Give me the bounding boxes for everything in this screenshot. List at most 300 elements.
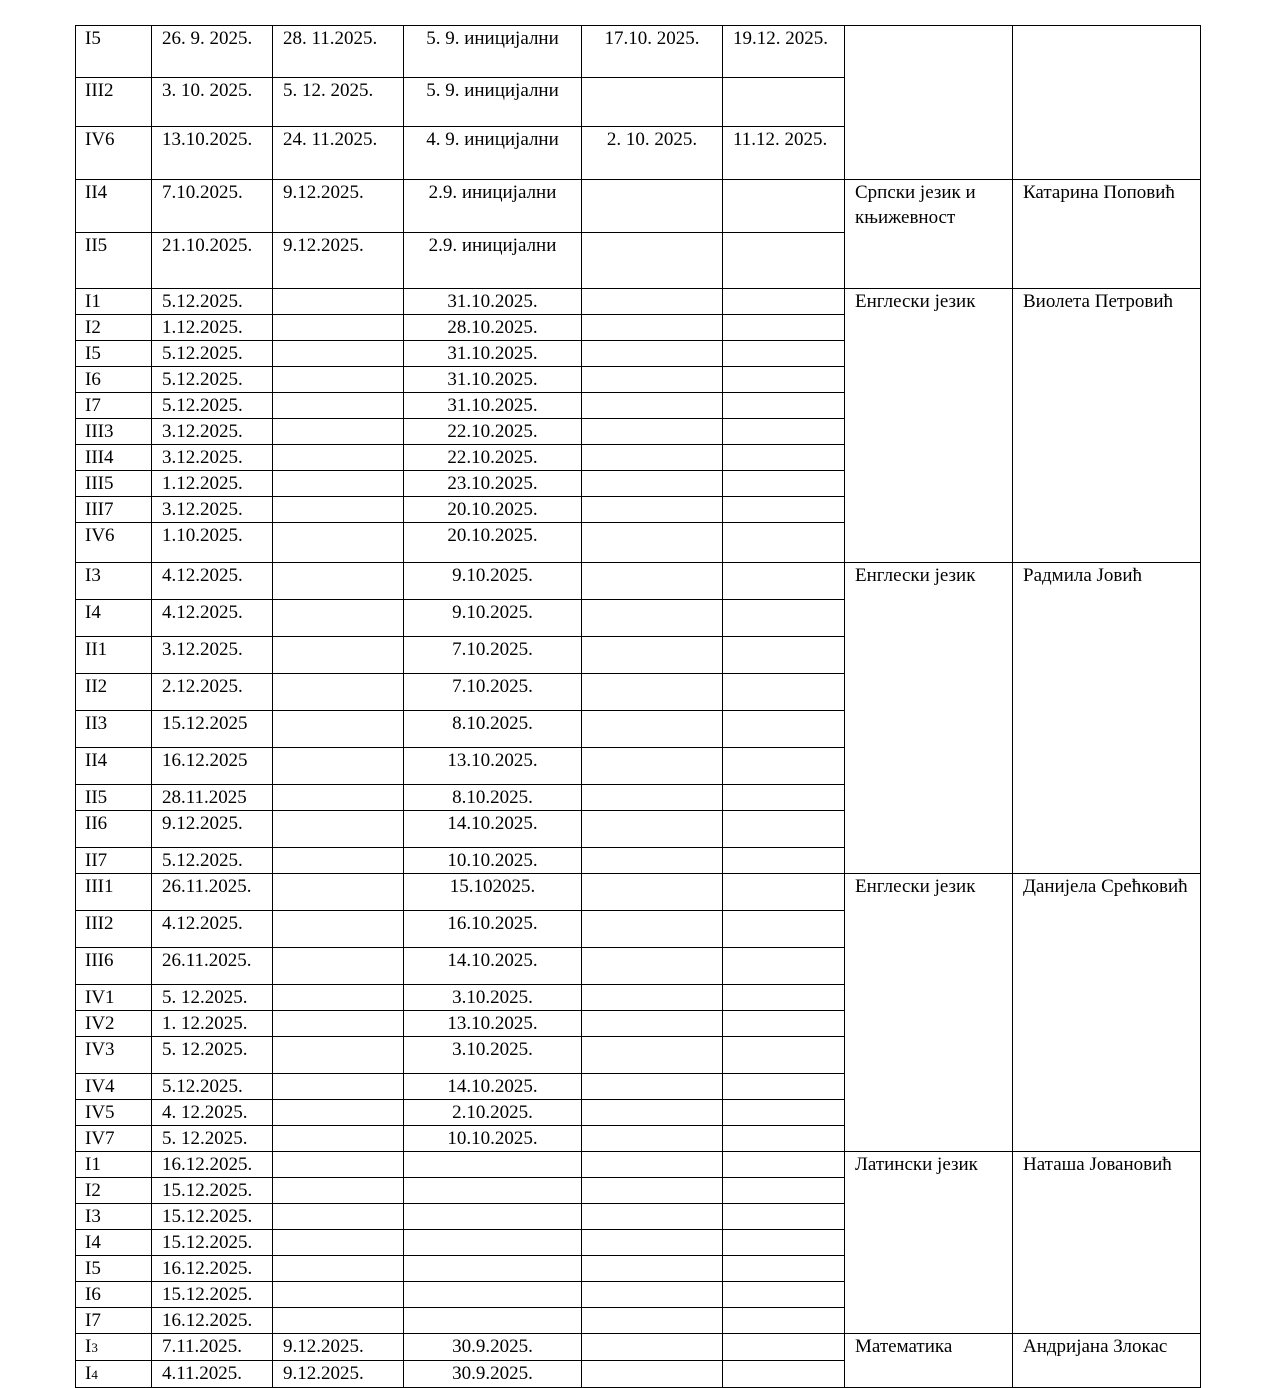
- class-label: IV7: [85, 1128, 115, 1149]
- class-label: IV2: [85, 1013, 115, 1034]
- date-cell: 5. 12.2025.: [152, 1037, 273, 1074]
- class-cell: [76, 341, 152, 367]
- date-cell: [582, 497, 723, 523]
- class-cell: [76, 289, 152, 315]
- date-cell: [723, 1152, 845, 1178]
- date-cell: [582, 811, 723, 848]
- date-cell: [723, 78, 845, 127]
- date-cell: 16.12.2025.: [152, 1256, 273, 1282]
- class-label: I4: [85, 1232, 101, 1253]
- class-cell: [76, 1037, 152, 1074]
- date-cell: 9.12.2025.: [273, 180, 404, 233]
- date-cell: [273, 1152, 404, 1178]
- date-cell: [723, 1037, 845, 1074]
- date-cell: 7.10.2025.: [404, 637, 582, 674]
- date-cell: [723, 180, 845, 233]
- teacher-cell: Радмила Јовић: [1013, 563, 1201, 874]
- date-cell: 31.10.2025.: [404, 289, 582, 315]
- date-cell: 14.10.2025.: [404, 948, 582, 985]
- date-cell: [723, 637, 845, 674]
- class-label: III5: [85, 473, 114, 494]
- class-label: I2: [85, 1180, 101, 1201]
- date-cell: [273, 1204, 404, 1230]
- class-cell: [76, 711, 152, 748]
- date-cell: 5. 12.2025.: [152, 985, 273, 1011]
- class-label: I1: [85, 291, 101, 312]
- date-cell: [582, 985, 723, 1011]
- date-cell: 13.10.2025.: [404, 1011, 582, 1037]
- date-cell: [582, 948, 723, 985]
- date-cell: 15.12.2025.: [152, 1204, 273, 1230]
- class-label: III2: [85, 913, 114, 934]
- date-cell: 5.12.2025.: [152, 393, 273, 419]
- date-cell: 9.12.2025.: [152, 811, 273, 848]
- date-cell: [273, 419, 404, 445]
- date-cell: [723, 1126, 845, 1152]
- date-cell: 2.9. иницијални: [404, 233, 582, 289]
- date-cell: 14.10.2025.: [404, 1074, 582, 1100]
- class-label: I6: [85, 369, 101, 390]
- class-label: II6: [85, 813, 108, 834]
- date-cell: [582, 78, 723, 127]
- date-cell: 15.102025.: [404, 874, 582, 911]
- date-cell: [723, 445, 845, 471]
- date-cell: [723, 471, 845, 497]
- date-cell: [582, 563, 723, 600]
- date-cell: [273, 874, 404, 911]
- date-cell: [723, 811, 845, 848]
- class-cell: [76, 26, 152, 78]
- date-cell: [582, 180, 723, 233]
- date-cell: [404, 1308, 582, 1334]
- date-cell: 1.12.2025.: [152, 315, 273, 341]
- schedule-table: [75, 25, 1201, 1388]
- class-label: IV1: [85, 987, 115, 1008]
- date-cell: 2.12.2025.: [152, 674, 273, 711]
- class-label: III6: [85, 950, 114, 971]
- date-cell: [273, 289, 404, 315]
- class-cell: [76, 674, 152, 711]
- date-cell: [273, 1282, 404, 1308]
- class-cell: [76, 1282, 152, 1308]
- date-cell: [582, 393, 723, 419]
- date-cell: [273, 911, 404, 948]
- date-cell: 9.12.2025.: [273, 233, 404, 289]
- teacher-cell: Данијела Срећковић: [1013, 874, 1201, 1152]
- date-cell: [273, 341, 404, 367]
- class-cell: [76, 180, 152, 233]
- class-cell: [76, 600, 152, 637]
- class-cell: [76, 233, 152, 289]
- date-cell: 3.12.2025.: [152, 419, 273, 445]
- date-cell: 8.10.2025.: [404, 785, 582, 811]
- date-cell: 5. 9. иницијални: [404, 26, 582, 78]
- date-cell: 1.10.2025.: [152, 523, 273, 563]
- date-cell: [273, 1230, 404, 1256]
- date-cell: 14.10.2025.: [404, 811, 582, 848]
- date-cell: [273, 1256, 404, 1282]
- date-cell: [723, 315, 845, 341]
- date-cell: 26. 9. 2025.: [152, 26, 273, 78]
- page: [75, 25, 1200, 1388]
- class-cell: [76, 785, 152, 811]
- table-row: [76, 180, 1201, 233]
- date-cell: 4. 9. иницијални: [404, 127, 582, 180]
- date-cell: 28.10.2025.: [404, 315, 582, 341]
- class-label: I: [85, 1336, 92, 1357]
- date-cell: 9.10.2025.: [404, 600, 582, 637]
- date-cell: [723, 711, 845, 748]
- date-cell: 9.12.2025.: [273, 1334, 404, 1361]
- subject-cell: Српски језик и књижевност: [845, 180, 1013, 289]
- class-cell: [76, 471, 152, 497]
- table-row: [76, 1334, 1201, 1361]
- class-label: I: [85, 1363, 92, 1384]
- class-label: IV3: [85, 1039, 115, 1060]
- date-cell: [582, 1282, 723, 1308]
- date-cell: 5.12.2025.: [152, 1074, 273, 1100]
- date-cell: 5.12.2025.: [152, 848, 273, 874]
- date-cell: [582, 911, 723, 948]
- date-cell: 7.10.2025.: [152, 180, 273, 233]
- date-cell: 10.10.2025.: [404, 848, 582, 874]
- class-cell: [76, 1074, 152, 1100]
- date-cell: 16.10.2025.: [404, 911, 582, 948]
- date-cell: [582, 1204, 723, 1230]
- class-label: I7: [85, 395, 101, 416]
- date-cell: 1. 12.2025.: [152, 1011, 273, 1037]
- table-row: [76, 874, 1201, 911]
- date-cell: [582, 233, 723, 289]
- class-label: II5: [85, 235, 108, 256]
- class-cell: [76, 874, 152, 911]
- date-cell: [723, 674, 845, 711]
- class-cell: [76, 1334, 152, 1361]
- date-cell: 4.12.2025.: [152, 600, 273, 637]
- teacher-cell: Наташа Јовановић: [1013, 1152, 1201, 1334]
- date-cell: [273, 637, 404, 674]
- teacher-cell: Виолета Петровић: [1013, 289, 1201, 563]
- subject-cell: Енглески језик: [845, 563, 1013, 874]
- date-cell: [273, 523, 404, 563]
- subject-cell: Енглески језик: [845, 874, 1013, 1152]
- date-cell: [723, 233, 845, 289]
- class-label: I1: [85, 1154, 101, 1175]
- date-cell: [723, 341, 845, 367]
- class-cell: [76, 1204, 152, 1230]
- date-cell: [582, 445, 723, 471]
- date-cell: 11.12. 2025.: [723, 127, 845, 180]
- table-row: [76, 26, 1201, 78]
- date-cell: 1.12.2025.: [152, 471, 273, 497]
- date-cell: [723, 748, 845, 785]
- date-cell: 13.10.2025.: [404, 748, 582, 785]
- date-cell: [273, 1308, 404, 1334]
- class-label: I2: [85, 317, 101, 338]
- date-cell: [723, 419, 845, 445]
- date-cell: [723, 1256, 845, 1282]
- class-cell: [76, 315, 152, 341]
- class-cell: [76, 445, 152, 471]
- date-cell: [273, 563, 404, 600]
- date-cell: [723, 1334, 845, 1361]
- date-cell: [273, 1011, 404, 1037]
- class-label: II5: [85, 787, 108, 808]
- date-cell: [273, 1074, 404, 1100]
- class-label: III2: [85, 80, 114, 101]
- class-cell: [76, 367, 152, 393]
- table-row: [76, 289, 1201, 315]
- class-label: II2: [85, 676, 108, 697]
- date-cell: [582, 1037, 723, 1074]
- date-cell: [723, 1178, 845, 1204]
- table-row: [76, 563, 1201, 600]
- date-cell: [582, 315, 723, 341]
- subject-cell: Математика: [845, 1334, 1013, 1388]
- date-cell: 15.12.2025.: [152, 1230, 273, 1256]
- date-cell: [404, 1152, 582, 1178]
- date-cell: [723, 948, 845, 985]
- date-cell: [582, 748, 723, 785]
- class-label: I3: [85, 565, 101, 586]
- date-cell: [273, 445, 404, 471]
- class-label: III4: [85, 447, 114, 468]
- class-cell: [76, 637, 152, 674]
- date-cell: [723, 1011, 845, 1037]
- class-cell: [76, 1011, 152, 1037]
- class-label: IV6: [85, 525, 115, 546]
- date-cell: [723, 1282, 845, 1308]
- date-cell: [582, 471, 723, 497]
- date-cell: 3.10.2025.: [404, 985, 582, 1011]
- date-cell: 30.9.2025.: [404, 1334, 582, 1361]
- date-cell: [273, 1100, 404, 1126]
- date-cell: [723, 1230, 845, 1256]
- class-cell: [76, 811, 152, 848]
- schedule-body: [76, 26, 1201, 1388]
- date-cell: 3.12.2025.: [152, 637, 273, 674]
- date-cell: 21.10.2025.: [152, 233, 273, 289]
- date-cell: 2.9. иницијални: [404, 180, 582, 233]
- date-cell: [723, 785, 845, 811]
- date-cell: 31.10.2025.: [404, 367, 582, 393]
- class-label: IV5: [85, 1102, 115, 1123]
- subject-cell: Енглески језик: [845, 289, 1013, 563]
- date-cell: 4. 12.2025.: [152, 1100, 273, 1126]
- class-subscript: 3: [91, 1340, 98, 1355]
- date-cell: 16.12.2025.: [152, 1152, 273, 1178]
- date-cell: [723, 563, 845, 600]
- class-label: III3: [85, 421, 114, 442]
- subject-cell: Латински језик: [845, 1152, 1013, 1334]
- date-cell: 15.12.2025.: [152, 1282, 273, 1308]
- class-label: III7: [85, 499, 114, 520]
- class-cell: [76, 948, 152, 985]
- date-cell: 13.10.2025.: [152, 127, 273, 180]
- date-cell: 22.10.2025.: [404, 419, 582, 445]
- date-cell: 3.10.2025.: [404, 1037, 582, 1074]
- date-cell: [404, 1230, 582, 1256]
- date-cell: 26.11.2025.: [152, 948, 273, 985]
- date-cell: [723, 1361, 845, 1388]
- date-cell: [273, 1126, 404, 1152]
- date-cell: 31.10.2025.: [404, 393, 582, 419]
- class-cell: [76, 1178, 152, 1204]
- date-cell: 2. 10. 2025.: [582, 127, 723, 180]
- date-cell: [273, 811, 404, 848]
- class-cell: [76, 748, 152, 785]
- date-cell: [273, 600, 404, 637]
- date-cell: [582, 674, 723, 711]
- class-cell: [76, 78, 152, 127]
- date-cell: 24. 11.2025.: [273, 127, 404, 180]
- date-cell: 31.10.2025.: [404, 341, 582, 367]
- date-cell: [723, 874, 845, 911]
- date-cell: 23.10.2025.: [404, 471, 582, 497]
- date-cell: [723, 497, 845, 523]
- teacher-cell: [1013, 26, 1201, 180]
- date-cell: [723, 600, 845, 637]
- teacher-cell: Андријана Злокас: [1013, 1334, 1201, 1388]
- class-cell: [76, 985, 152, 1011]
- date-cell: 7.11.2025.: [152, 1334, 273, 1361]
- date-cell: 20.10.2025.: [404, 523, 582, 563]
- date-cell: [273, 985, 404, 1011]
- class-label: I6: [85, 1284, 101, 1305]
- date-cell: [582, 1256, 723, 1282]
- date-cell: [273, 315, 404, 341]
- date-cell: [582, 1126, 723, 1152]
- date-cell: [582, 1100, 723, 1126]
- date-cell: [273, 711, 404, 748]
- date-cell: 10.10.2025.: [404, 1126, 582, 1152]
- class-label: III1: [85, 876, 114, 897]
- date-cell: 5. 9. иницијални: [404, 78, 582, 127]
- date-cell: [723, 1100, 845, 1126]
- date-cell: [404, 1282, 582, 1308]
- class-label: I4: [85, 602, 101, 623]
- date-cell: [582, 1230, 723, 1256]
- class-label: II7: [85, 850, 108, 871]
- date-cell: [582, 1361, 723, 1388]
- date-cell: 28. 11.2025.: [273, 26, 404, 78]
- date-cell: [273, 1037, 404, 1074]
- date-cell: 22.10.2025.: [404, 445, 582, 471]
- date-cell: 5.12.2025.: [152, 367, 273, 393]
- date-cell: [273, 674, 404, 711]
- class-label: II4: [85, 750, 108, 771]
- date-cell: [273, 848, 404, 874]
- date-cell: 20.10.2025.: [404, 497, 582, 523]
- class-label: I3: [85, 1206, 101, 1227]
- date-cell: [723, 911, 845, 948]
- date-cell: [273, 367, 404, 393]
- date-cell: [723, 289, 845, 315]
- date-cell: [273, 497, 404, 523]
- class-cell: [76, 393, 152, 419]
- class-cell: [76, 911, 152, 948]
- date-cell: [582, 1074, 723, 1100]
- date-cell: 19.12. 2025.: [723, 26, 845, 78]
- date-cell: 28.11.2025: [152, 785, 273, 811]
- date-cell: [582, 1178, 723, 1204]
- date-cell: 4.12.2025.: [152, 911, 273, 948]
- class-cell: [76, 419, 152, 445]
- date-cell: 9.12.2025.: [273, 1361, 404, 1388]
- date-cell: 16.12.2025: [152, 748, 273, 785]
- class-label: I7: [85, 1310, 101, 1331]
- date-cell: [582, 600, 723, 637]
- class-cell: [76, 848, 152, 874]
- class-label: I5: [85, 343, 101, 364]
- date-cell: [582, 419, 723, 445]
- date-cell: [273, 471, 404, 497]
- date-cell: [582, 711, 723, 748]
- teacher-cell: Катарина Поповић: [1013, 180, 1201, 289]
- date-cell: [273, 948, 404, 985]
- date-cell: [723, 367, 845, 393]
- date-cell: 5.12.2025.: [152, 289, 273, 315]
- date-cell: [404, 1204, 582, 1230]
- date-cell: [582, 341, 723, 367]
- class-cell: [76, 563, 152, 600]
- date-cell: [273, 748, 404, 785]
- class-label: II4: [85, 182, 108, 203]
- class-cell: [76, 1308, 152, 1334]
- date-cell: 3.12.2025.: [152, 497, 273, 523]
- subject-cell: [845, 26, 1013, 180]
- date-cell: 8.10.2025.: [404, 711, 582, 748]
- class-cell: [76, 523, 152, 563]
- date-cell: [273, 1178, 404, 1204]
- date-cell: 5.12.2025.: [152, 341, 273, 367]
- class-label: I5: [85, 1258, 101, 1279]
- date-cell: [582, 848, 723, 874]
- date-cell: 3. 10. 2025.: [152, 78, 273, 127]
- class-cell: [76, 497, 152, 523]
- date-cell: [723, 523, 845, 563]
- class-cell: [76, 1100, 152, 1126]
- date-cell: [582, 1308, 723, 1334]
- date-cell: 30.9.2025.: [404, 1361, 582, 1388]
- date-cell: [723, 1074, 845, 1100]
- class-label: IV6: [85, 129, 115, 150]
- class-label: I5: [85, 28, 101, 49]
- date-cell: [582, 874, 723, 911]
- date-cell: [582, 637, 723, 674]
- date-cell: [273, 393, 404, 419]
- date-cell: [723, 1308, 845, 1334]
- date-cell: 5. 12. 2025.: [273, 78, 404, 127]
- date-cell: 17.10. 2025.: [582, 26, 723, 78]
- date-cell: 9.10.2025.: [404, 563, 582, 600]
- date-cell: [723, 848, 845, 874]
- date-cell: [582, 367, 723, 393]
- date-cell: 3.12.2025.: [152, 445, 273, 471]
- date-cell: 16.12.2025.: [152, 1308, 273, 1334]
- date-cell: 5. 12.2025.: [152, 1126, 273, 1152]
- date-cell: [404, 1178, 582, 1204]
- class-label: IV4: [85, 1076, 115, 1097]
- date-cell: 15.12.2025.: [152, 1178, 273, 1204]
- date-cell: 26.11.2025.: [152, 874, 273, 911]
- date-cell: [404, 1256, 582, 1282]
- table-row: [76, 1152, 1201, 1178]
- date-cell: 4.12.2025.: [152, 563, 273, 600]
- date-cell: [273, 785, 404, 811]
- date-cell: [723, 1204, 845, 1230]
- date-cell: 4.11.2025.: [152, 1361, 273, 1388]
